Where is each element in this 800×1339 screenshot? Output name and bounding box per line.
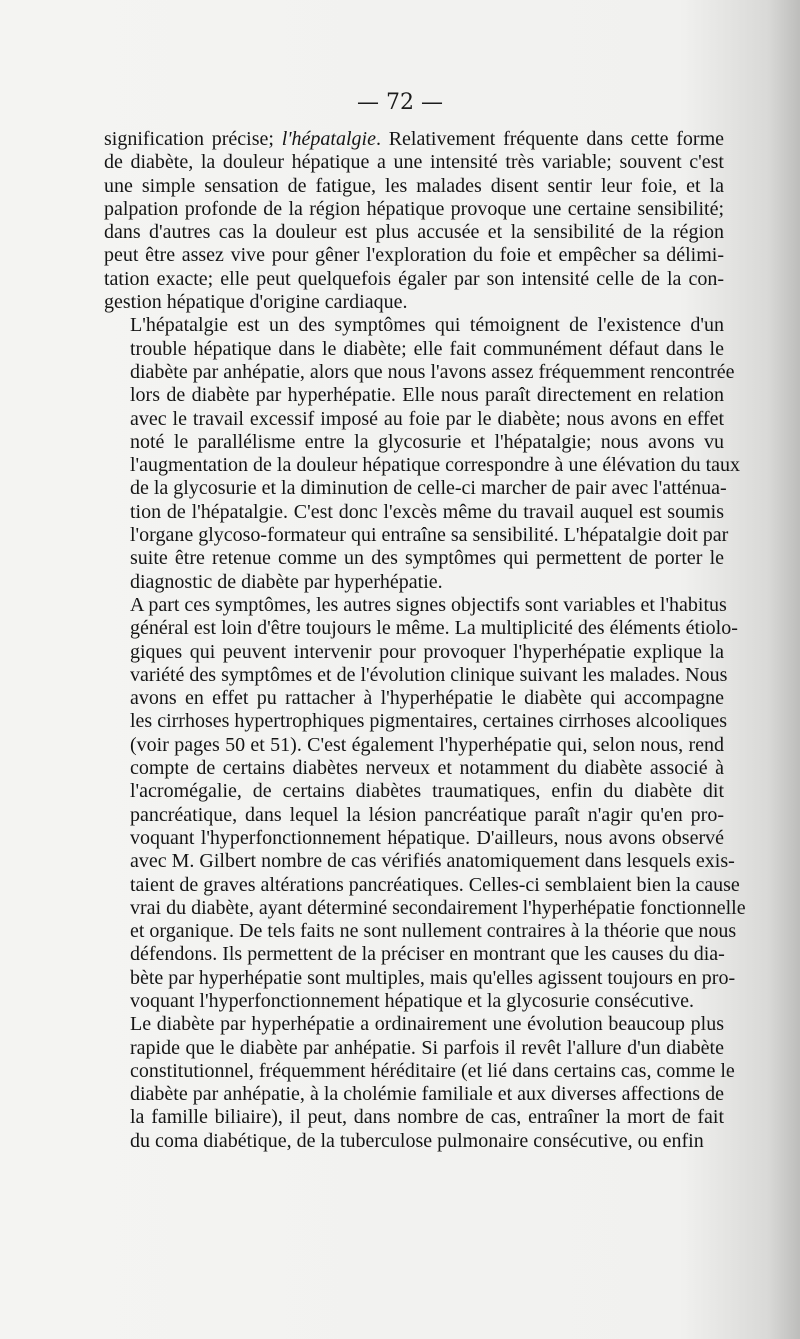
text-line: Le diabète par hyperhépatie a ordinairement une évolution beaucoup plus [130, 1013, 724, 1036]
text-line: défendons. Ils permettent de la préciser en montrant que les causes du dia- [130, 943, 725, 966]
text-line: bète par hyperhépatie sont multiples, mais qu'elles agissent toujours en pro- [130, 966, 736, 989]
text-line: et organique. De tels faits ne sont nullement contraires à la théorie que nous [130, 920, 737, 943]
text-line: signification précise; l'hépatalgie. Relativement fréquente dans cette forme [104, 128, 725, 150]
text-line: suite être retenue comme un des symptômes qui permettent de porter le [130, 547, 724, 570]
paragraph [104, 1013, 735, 1153]
text-line: compte de certains diabètes nerveux et notamment du diabète associé à [130, 757, 724, 780]
page-number: — 72 — [357, 90, 443, 115]
text-line: pancréatique, dans lequel la lésion pancréatique paraît n'agir qu'en pro- [130, 803, 724, 826]
text-line: avec le travail excessif imposé au foie par le diabète; nous avons en effet [130, 407, 724, 430]
text-line: avons en effet pu rattacher à l'hyperhépatie le diabète qui accompagne [130, 687, 724, 710]
text-line: général est loin d'être toujours le même. La multiplicité des éléments étiolo- [130, 617, 738, 640]
text-line: diagnostic de diabète par hyperhépatie. [130, 570, 443, 593]
paragraph [104, 314, 741, 594]
text-line: lors de diabète par hyperhépatie. Elle nous paraît directement en relation [130, 384, 724, 407]
text-line: une simple sensation de fatigue, les malades disent sentir leur foie, et la [104, 174, 724, 197]
text-line: avec M. Gilbert nombre de cas vérifiés anatomiquement dans lesquels exis- [130, 850, 735, 873]
text-line: noté le parallélisme entre la glycosurie et l'hépatalgie; nous avons vu [130, 430, 724, 453]
text-line: (voir pages 50 et 51). C'est également l'hyperhépatie qui, selon nous, rend [130, 733, 724, 756]
text-line: la famille biliaire), il peut, dans nombre de cas, entraîner la mort de fait [130, 1106, 724, 1129]
text-line: les cirrhoses hypertrophiques pigmentaires, certaines cirrhoses alcooliques [130, 710, 728, 733]
text-line: dans d'autres cas la douleur est plus accusée et la sensibilité de la région [104, 221, 724, 244]
text-line: palpation profonde de la région hépatique provoque une certaine sensibilité; [104, 197, 724, 220]
text-line: tion de l'hépatalgie. C'est donc l'excès même du travail auquel est soumis [130, 500, 724, 523]
text-line: voquant l'hyperfonctionnement hépatique et la glycosurie consécutive. [130, 989, 694, 1012]
text-line: variété des symptômes et de l'évolution clinique suivant les malades. Nous [130, 663, 728, 686]
text-line: constitutionnel, fréquemment héréditaire (et lié dans certains cas, comme le [130, 1059, 735, 1082]
text-line: du coma diabétique, de la tuberculose pulmonaire consécutive, ou enfin [130, 1129, 704, 1152]
text-line: giques qui peuvent intervenir pour provoquer l'hyperhépatie explique la [130, 640, 724, 663]
text-line: vrai du diabète, ayant déterminé secondairement l'hyperhépatie fonctionnelle [130, 896, 746, 919]
text-line: rapide que le diabète par anhépatie. Si parfois il revêt l'allure d'un diabète [130, 1036, 724, 1059]
text-line: peut être assez vive pour gêner l'exploration du foie et empêcher sa délimi- [104, 244, 724, 267]
text-line: diabète par anhépatie, alors que nous l'avons assez fréquemment rencontrée [130, 360, 735, 383]
paragraph [104, 593, 746, 1013]
text-line: l'acromégalie, de certains diabètes traumatiques, enfin du diabète dit [130, 780, 724, 803]
text-line: voquant l'hyperfonctionnement hépatique. D'ailleurs, nous avons observé [130, 826, 724, 849]
text-line: l'organe glycoso-formateur qui entraîne sa sensibilité. L'hépatalgie doit par [130, 524, 729, 547]
text-line: l'augmentation de la douleur hépatique correspondre à une élévation du taux [130, 454, 741, 477]
text-line: A part ces symptômes, les autres signes objectifs sont variables et l'habitus [130, 593, 727, 616]
text-line: tation exacte; elle peut quelquefois égaler par son intensité celle de la con- [104, 267, 724, 290]
text-line: trouble hépatique dans le diabète; elle fait communément défaut dans le [130, 337, 724, 360]
paragraph [104, 128, 724, 314]
text-line: taient de graves altérations pancréatiques. Celles-ci semblaient bien la cause [130, 873, 740, 896]
text-line: L'hépatalgie est un des symptômes qui témoignent de l'existence d'un [130, 314, 724, 337]
text-line: de la glycosurie et la diminution de celle-ci marcher de pair avec l'atténua- [130, 477, 727, 500]
text-line: diabète par anhépatie, à la cholémie familiale et aux diverses affections de [130, 1083, 724, 1106]
text-line: gestion hépatique d'origine cardiaque. [104, 291, 408, 314]
body-text [104, 128, 746, 1153]
text-line: de diabète, la douleur hépatique a une intensité très variable; souvent c'est [104, 151, 724, 174]
italic-term: l'hépatalgie [281, 128, 376, 150]
